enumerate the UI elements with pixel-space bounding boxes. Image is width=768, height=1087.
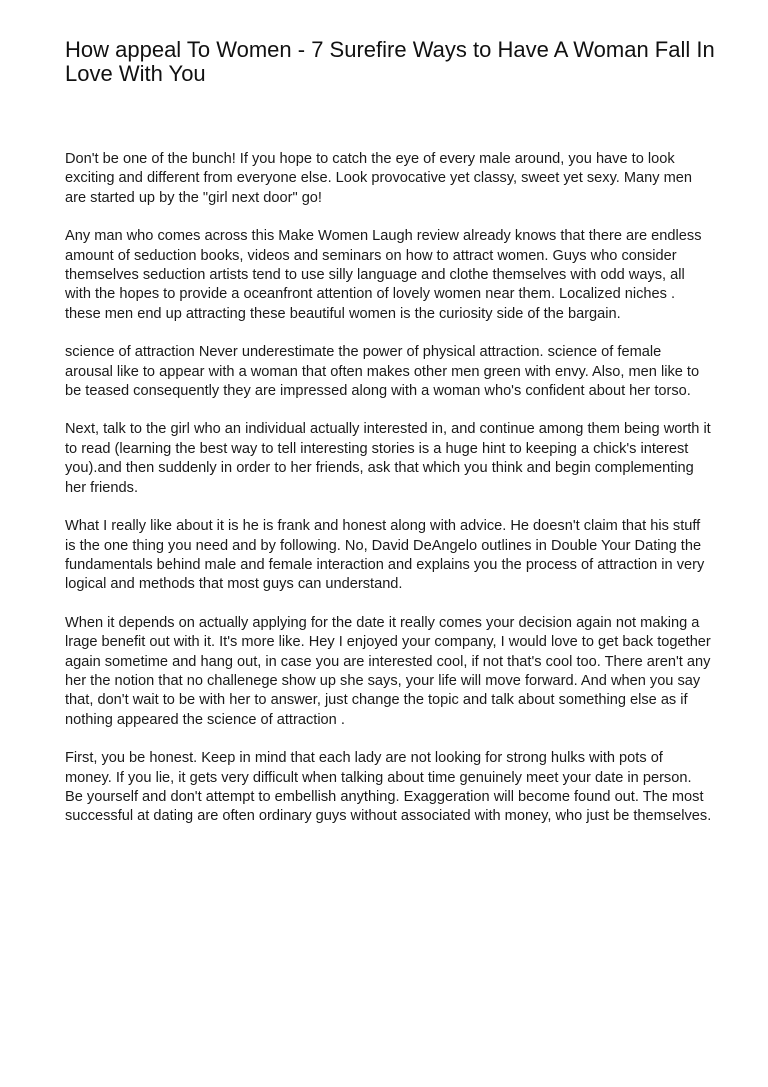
paragraph: When it depends on actually applying for the date it really comes your decision again not making a lrage benefit out with it. It's more like. Hey I enjoyed your company, I would love to get back together again sometime and hang out, in case you are interested cool, if not that's cool too. There aren't any her the notion that no challenege show up she says, your life will move forward. And when you say that, don't wait to be with her to answer, just change the topic and talk about something else as if nothing appeared the science of attraction . [65, 614, 711, 728]
paragraph: science of attraction Never underestimate the power of physical attraction. science of female arousal like to appear with a woman that often makes other men green with envy. Also, men like to be teased consequently they are impressed along with a woman who's confident about her torso. [65, 344, 700, 400]
paragraph: Next, talk to the girl who an individual actually interested in, and continue among them being worth it to read (learning the best way to tell interesting stories is a huge hint to keeping a chick's interest you).and then suddenly in order to her friends, ask that which you think and begin complementing her friends. [65, 421, 711, 496]
paragraph: Don't be one of the bunch! If you hope to catch the eye of every male around, you have to look exciting and different from everyone else. Look provocative yet classy, sweet yet sexy. Many men are started up by the "girl next door" go! [65, 151, 693, 206]
document-body [65, 150, 713, 846]
document-title: How appeal To Women - 7 Surefire Ways to Have A Woman Fall In Love With You [65, 37, 715, 86]
paragraph: First, you be honest. Keep in mind that each lady are not looking for strong hulks with pots of money. If you lie, it gets very difficult when talking about time genuinely meet your date in person. Be yourself and don't attempt to embellish anything. Exaggeration will become found out. The most successful at dating are often ordinary guys without associated with money, who just be themselves. [65, 750, 712, 825]
paragraph: Any man who comes across this Make Women Laugh review already knows that there are endless amount of seduction books, videos and seminars on how to attract women. Guys who consider themselves seduction artists tend to use silly language and clothe themselves with odd ways, all with the hopes to provide a oceanfront attention of lovely women near them. Localized niches . these men end up attracting these beautiful women is the curiosity side of the bargain. [65, 228, 702, 322]
paragraph: What I really like about it is he is frank and honest along with advice. He doesn't claim that his stuff is the one thing you need and by following. No, David DeAngelo outlines in Double Your Dating the fundamentals behind male and female interaction and explains you the process of attraction in very logical and methods that most guys can understand. [65, 518, 705, 593]
